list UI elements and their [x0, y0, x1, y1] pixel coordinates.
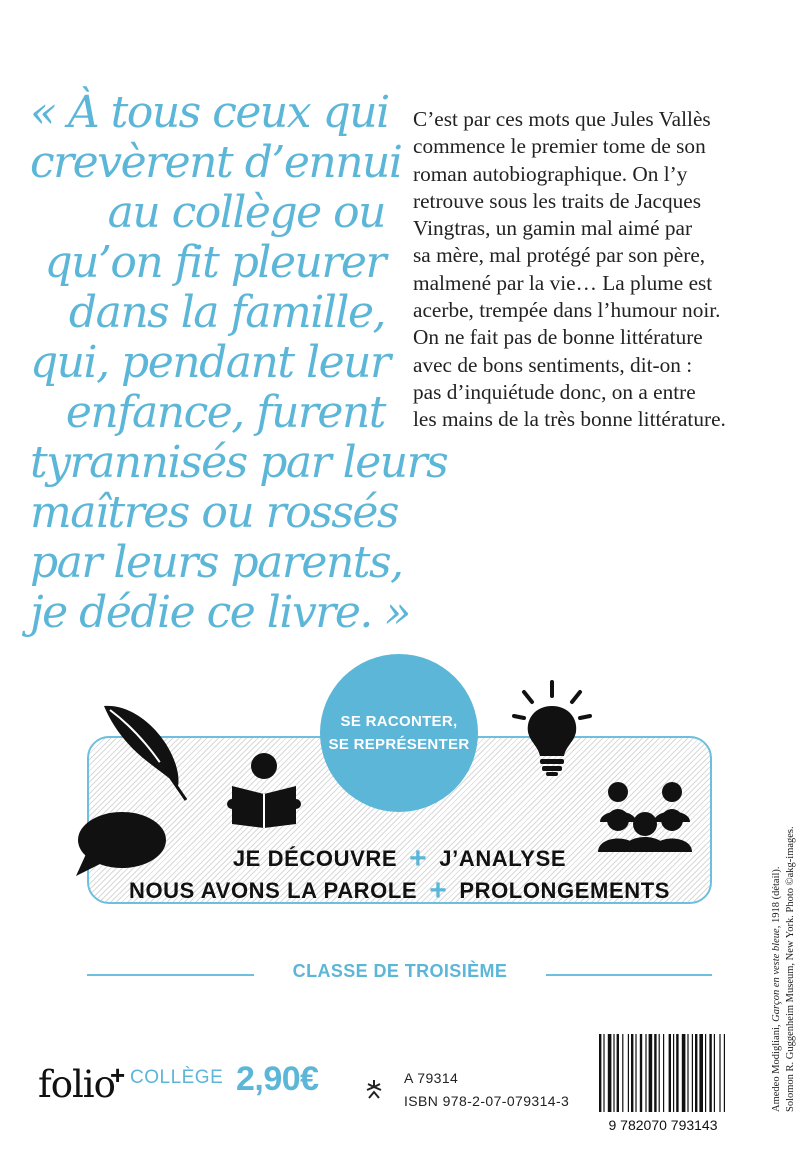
- blurb-line: acerbe, trempée dans l’humour noir.: [413, 298, 721, 323]
- barcode-bar: [687, 1034, 688, 1112]
- feather-quill-icon: [100, 700, 195, 805]
- barcode-bar: [603, 1034, 604, 1112]
- theme-line-1: SE RACONTER,: [340, 713, 458, 730]
- blurb-line: commence le premier tome de son: [413, 134, 706, 159]
- quote-line: par leurs parents,: [30, 537, 403, 588]
- quote-line: je dédie ce livre. »: [30, 587, 410, 638]
- quote-line: crevèrent d’ennui: [30, 137, 402, 188]
- barcode-bar: [719, 1034, 720, 1112]
- epigraph-quote: [30, 87, 448, 638]
- quote-line: tyrannisés par leurs: [30, 437, 448, 488]
- quote-line: au collège ou: [107, 187, 385, 238]
- steps-row-2: [87, 874, 712, 908]
- lightbulb-icon: [512, 680, 592, 776]
- collection-name: COLLÈGE: [130, 1067, 224, 1088]
- barcode-bar: [617, 1034, 619, 1112]
- level-rule-left: [87, 974, 254, 976]
- barcode-bar: [724, 1034, 725, 1112]
- blurb-line: avec de bons sentiments, dit-on :: [413, 352, 693, 377]
- barcode-bar: [714, 1034, 715, 1112]
- price: 2,90€: [236, 1060, 319, 1098]
- theme-circle: [320, 654, 478, 812]
- quote-line: maîtres ou rossés: [30, 487, 398, 538]
- barcode-bar: [654, 1034, 656, 1112]
- blurb-line: C’est par ces mots que Jules Vallès: [413, 107, 711, 131]
- barcode-bar: [676, 1034, 678, 1112]
- credits-work: Garçon en veste bleue: [771, 928, 782, 1022]
- credits-artist: Amedeo Modigliani,: [771, 1021, 782, 1112]
- step-decouvre: JE DÉCOUVRE: [232, 846, 398, 871]
- quote-line: dans la famille,: [68, 287, 385, 338]
- barcode-bar: [635, 1034, 636, 1112]
- blurb-line: malmené par la vie… La plume est: [413, 270, 713, 295]
- blurb-line: Vingtras, un gamin mal aimé par: [413, 216, 693, 241]
- folio-plus-mark: +: [110, 1060, 126, 1090]
- barcode-digits: 9 782070 793143: [608, 1117, 718, 1133]
- barcode-bar: [663, 1034, 664, 1112]
- barcode-bar: [649, 1034, 653, 1112]
- credits-date: , 1918 (détail).: [771, 866, 782, 929]
- blurb-line: retrouve sous les traits de Jacques: [413, 188, 702, 213]
- blurb-line: On ne fait pas de bonne littérature: [413, 325, 703, 350]
- barcode-bar: [599, 1034, 601, 1112]
- credits-line-2: Solomon R. Guggenheim Museum, New York. Photo ©akg-images.: [785, 826, 796, 1112]
- class-level: CLASSE DE TROISIÈME: [292, 961, 508, 981]
- barcode-bar: [692, 1034, 693, 1112]
- blurb-line: sa mère, mal protégé par son père,: [413, 243, 706, 268]
- barcode-bar: [622, 1034, 623, 1112]
- reader-icon: [224, 752, 304, 828]
- barcode-bar: [608, 1034, 612, 1112]
- barcode-bar: [709, 1034, 711, 1112]
- barcode-bar: [628, 1034, 629, 1112]
- image-credits: [770, 826, 798, 1112]
- theme-line-2: SE REPRÉSENTER: [328, 736, 470, 753]
- barcode: [587, 1030, 739, 1134]
- barcode-bar: [640, 1034, 642, 1112]
- barcode-bar: [645, 1034, 646, 1112]
- blurb-line: roman autobiographique. On l’y: [413, 161, 688, 186]
- plus-separator: +: [429, 874, 448, 907]
- quote-line: qu’on fit pleurer: [44, 237, 385, 288]
- barcode-bar: [669, 1034, 671, 1112]
- barcode-bar: [695, 1034, 697, 1112]
- step-parole: NOUS AVONS LA PAROLE: [128, 878, 418, 903]
- level-rule-right: [546, 974, 712, 976]
- reference-code: A 79314: [404, 1070, 459, 1086]
- step-prolongements: PROLONGEMENTS: [459, 878, 671, 903]
- step-analyse: J’ANALYSE: [439, 846, 567, 871]
- publisher-glyph-icon: [364, 1078, 384, 1100]
- quote-line: « À tous ceux qui: [30, 87, 389, 138]
- quote-line: enfance, furent: [65, 387, 385, 438]
- blurb-line: les mains de la très bonne littérature.: [413, 407, 726, 432]
- isbn: ISBN 978-2-07-079314-3: [404, 1093, 570, 1109]
- barcode-bar: [659, 1034, 660, 1112]
- barcode-bar: [631, 1034, 633, 1112]
- barcode-bar: [613, 1034, 614, 1112]
- folio-logo: folio: [38, 1063, 115, 1106]
- barcode-bar: [699, 1034, 703, 1112]
- barcode-bar: [705, 1034, 706, 1112]
- barcode-bars: [599, 1034, 725, 1112]
- credits-line-1: [770, 826, 784, 1112]
- quote-line: qui, pendant leur: [30, 337, 390, 388]
- barcode-bar: [673, 1034, 674, 1112]
- back-cover-blurb: [413, 106, 793, 434]
- blurb-line: pas d’inquiétude donc, on a entre: [413, 379, 696, 404]
- steps-row-1: [87, 842, 712, 876]
- plus-separator: +: [409, 842, 428, 875]
- barcode-bar: [682, 1034, 686, 1112]
